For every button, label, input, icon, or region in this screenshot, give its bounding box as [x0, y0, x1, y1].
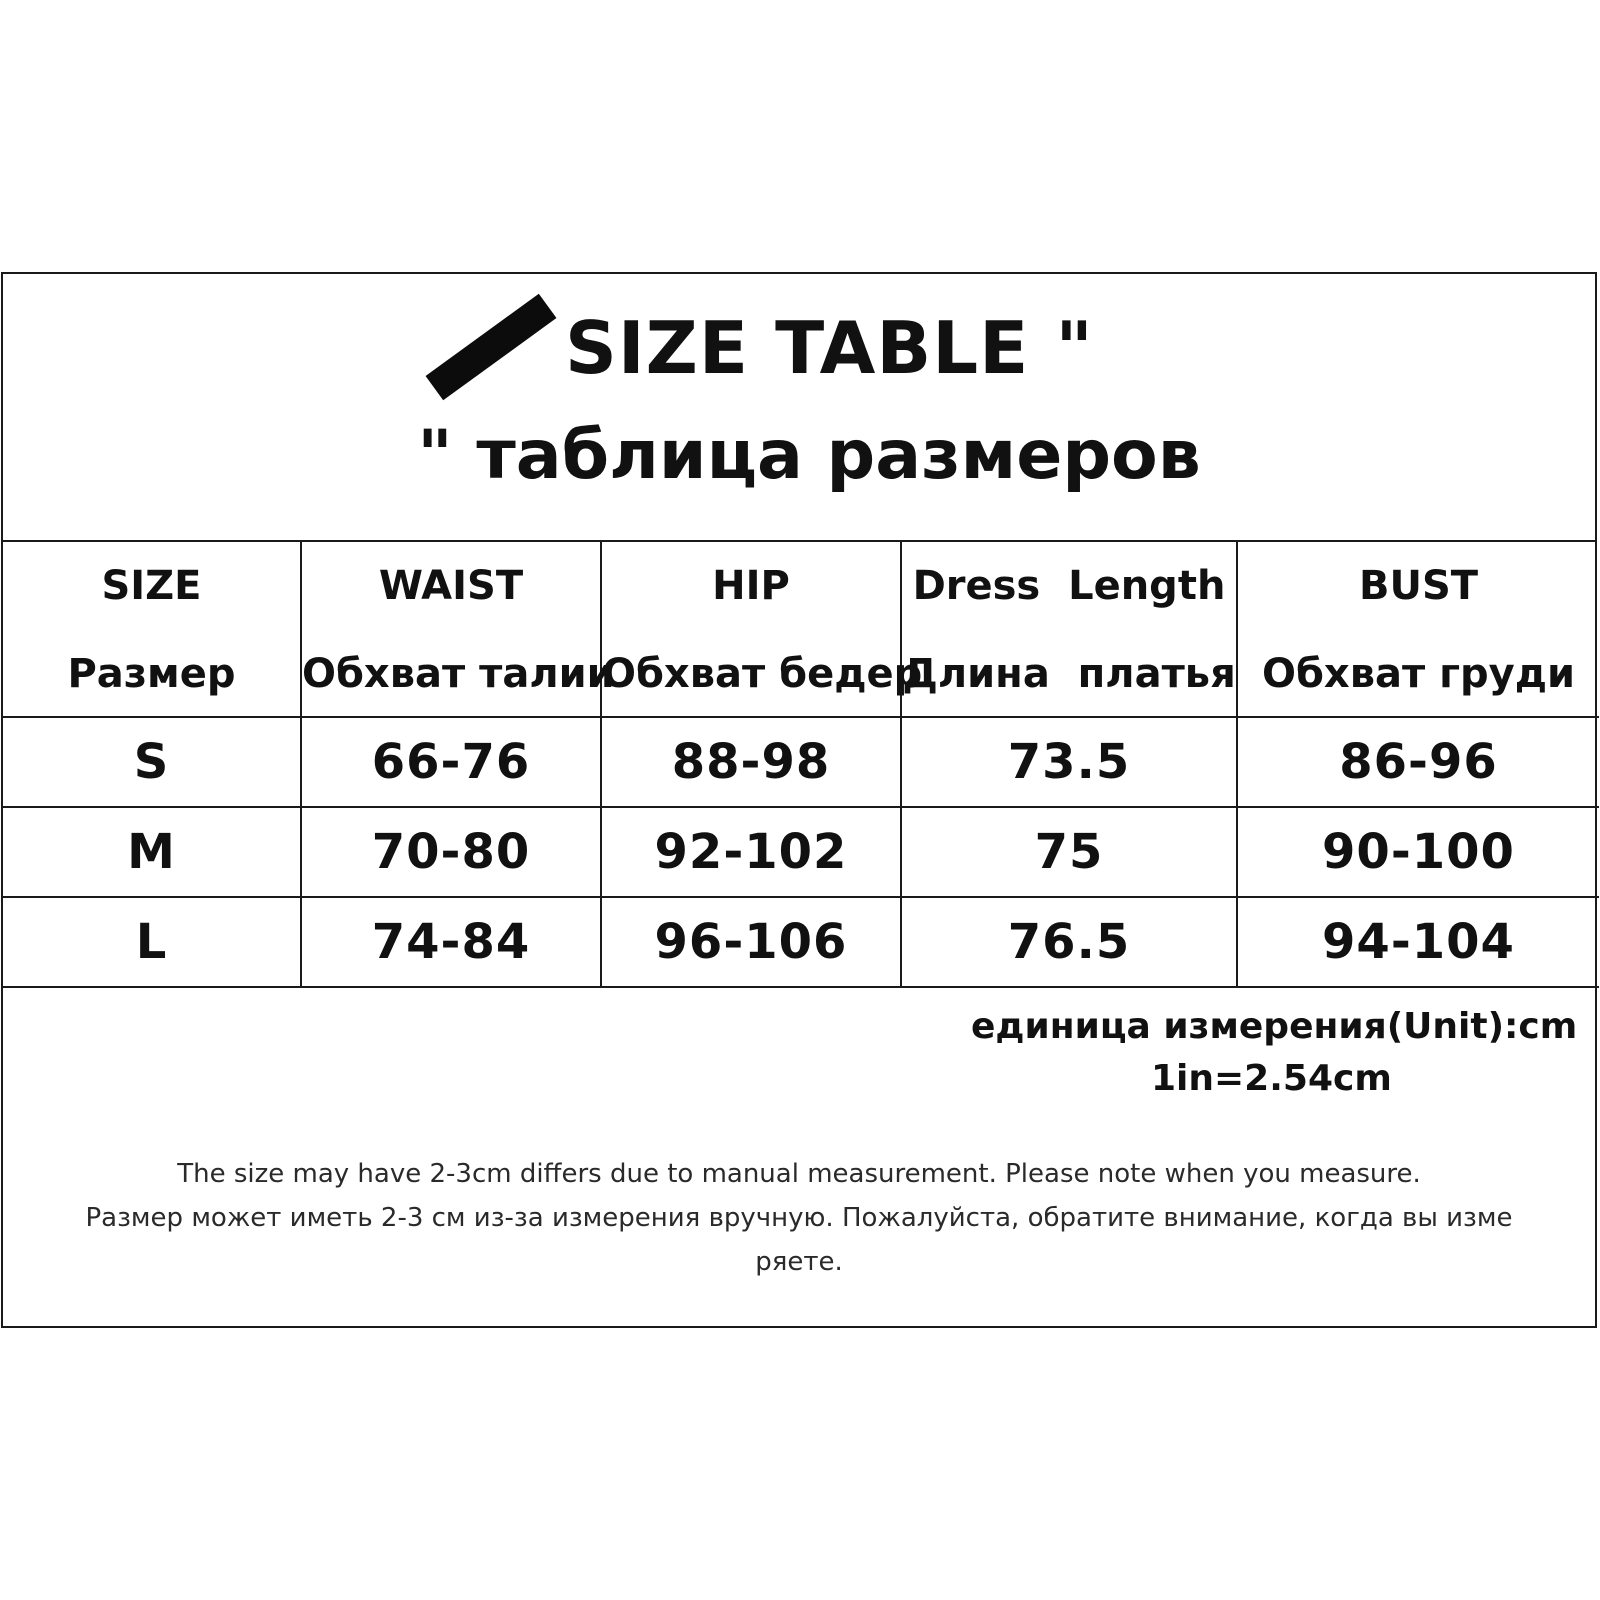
- column-header-bust: [1237, 540, 1599, 717]
- column-header-dress-length: [901, 540, 1237, 717]
- column-header-label-ru: Обхват бедер: [602, 651, 923, 697]
- cell-hip: 92-102: [601, 807, 901, 897]
- measurement-note: [3, 1152, 1595, 1284]
- cell-size: M: [3, 807, 301, 897]
- cell-dress-length: 75: [901, 807, 1237, 897]
- cell-bust: 86-96: [1237, 717, 1599, 807]
- note-english: The size may have 2-3cm differs due to manual measurement. Please note when you measure.: [177, 1159, 1421, 1189]
- cell-dress-length: 76.5: [901, 897, 1237, 987]
- column-header-label-en: WAIST: [378, 563, 524, 609]
- title-area: [3, 274, 1595, 542]
- inch-conversion: 1in=2.54cm: [1151, 1058, 1392, 1099]
- cell-waist: 74-84: [301, 897, 601, 987]
- cell-hip: 88-98: [601, 717, 901, 807]
- column-header-label-en: BUST: [1358, 563, 1479, 609]
- size-chart-frame: [1, 272, 1597, 1328]
- column-header-label-en: HIP: [712, 563, 790, 609]
- size-table: [3, 540, 1599, 988]
- table-row-s: [3, 717, 1599, 807]
- column-header-label-ru: Обхват талии: [302, 651, 615, 697]
- cell-size: L: [3, 897, 301, 987]
- column-header-size: [3, 540, 301, 717]
- cell-dress-length: 73.5: [901, 717, 1237, 807]
- table-row-m: [3, 807, 1599, 897]
- note-russian-line2: ряете.: [755, 1247, 843, 1277]
- column-header-label-ru: Размер: [67, 651, 236, 697]
- slash-icon: [426, 294, 557, 401]
- title-english: SIZE TABLE ": [565, 306, 1094, 390]
- cell-bust: 94-104: [1237, 897, 1599, 987]
- table-header-row: [3, 540, 1599, 717]
- cell-waist: 66-76: [301, 717, 601, 807]
- title-russian: " таблица размеров: [417, 416, 1201, 495]
- note-russian-line1: Размер может иметь 2-3 см из-за измерения вручную. Пожалуйста, обратите внимание, когда вы изме: [85, 1203, 1513, 1233]
- column-header-label-ru: Длина платья: [902, 651, 1236, 697]
- column-header-label-ru: Обхват груди: [1261, 651, 1576, 697]
- unit-label: единица измерения(Unit):cm: [971, 1006, 1578, 1047]
- unit-info: [3, 1000, 1595, 1110]
- cell-hip: 96-106: [601, 897, 901, 987]
- table-row-l: [3, 897, 1599, 987]
- cell-size: S: [3, 717, 301, 807]
- cell-waist: 70-80: [301, 807, 601, 897]
- column-header-label-en: SIZE: [101, 563, 202, 609]
- cell-bust: 90-100: [1237, 807, 1599, 897]
- column-header-hip: [601, 540, 923, 717]
- column-header-waist: [301, 540, 615, 717]
- column-header-label-en: Dress Length: [912, 563, 1226, 609]
